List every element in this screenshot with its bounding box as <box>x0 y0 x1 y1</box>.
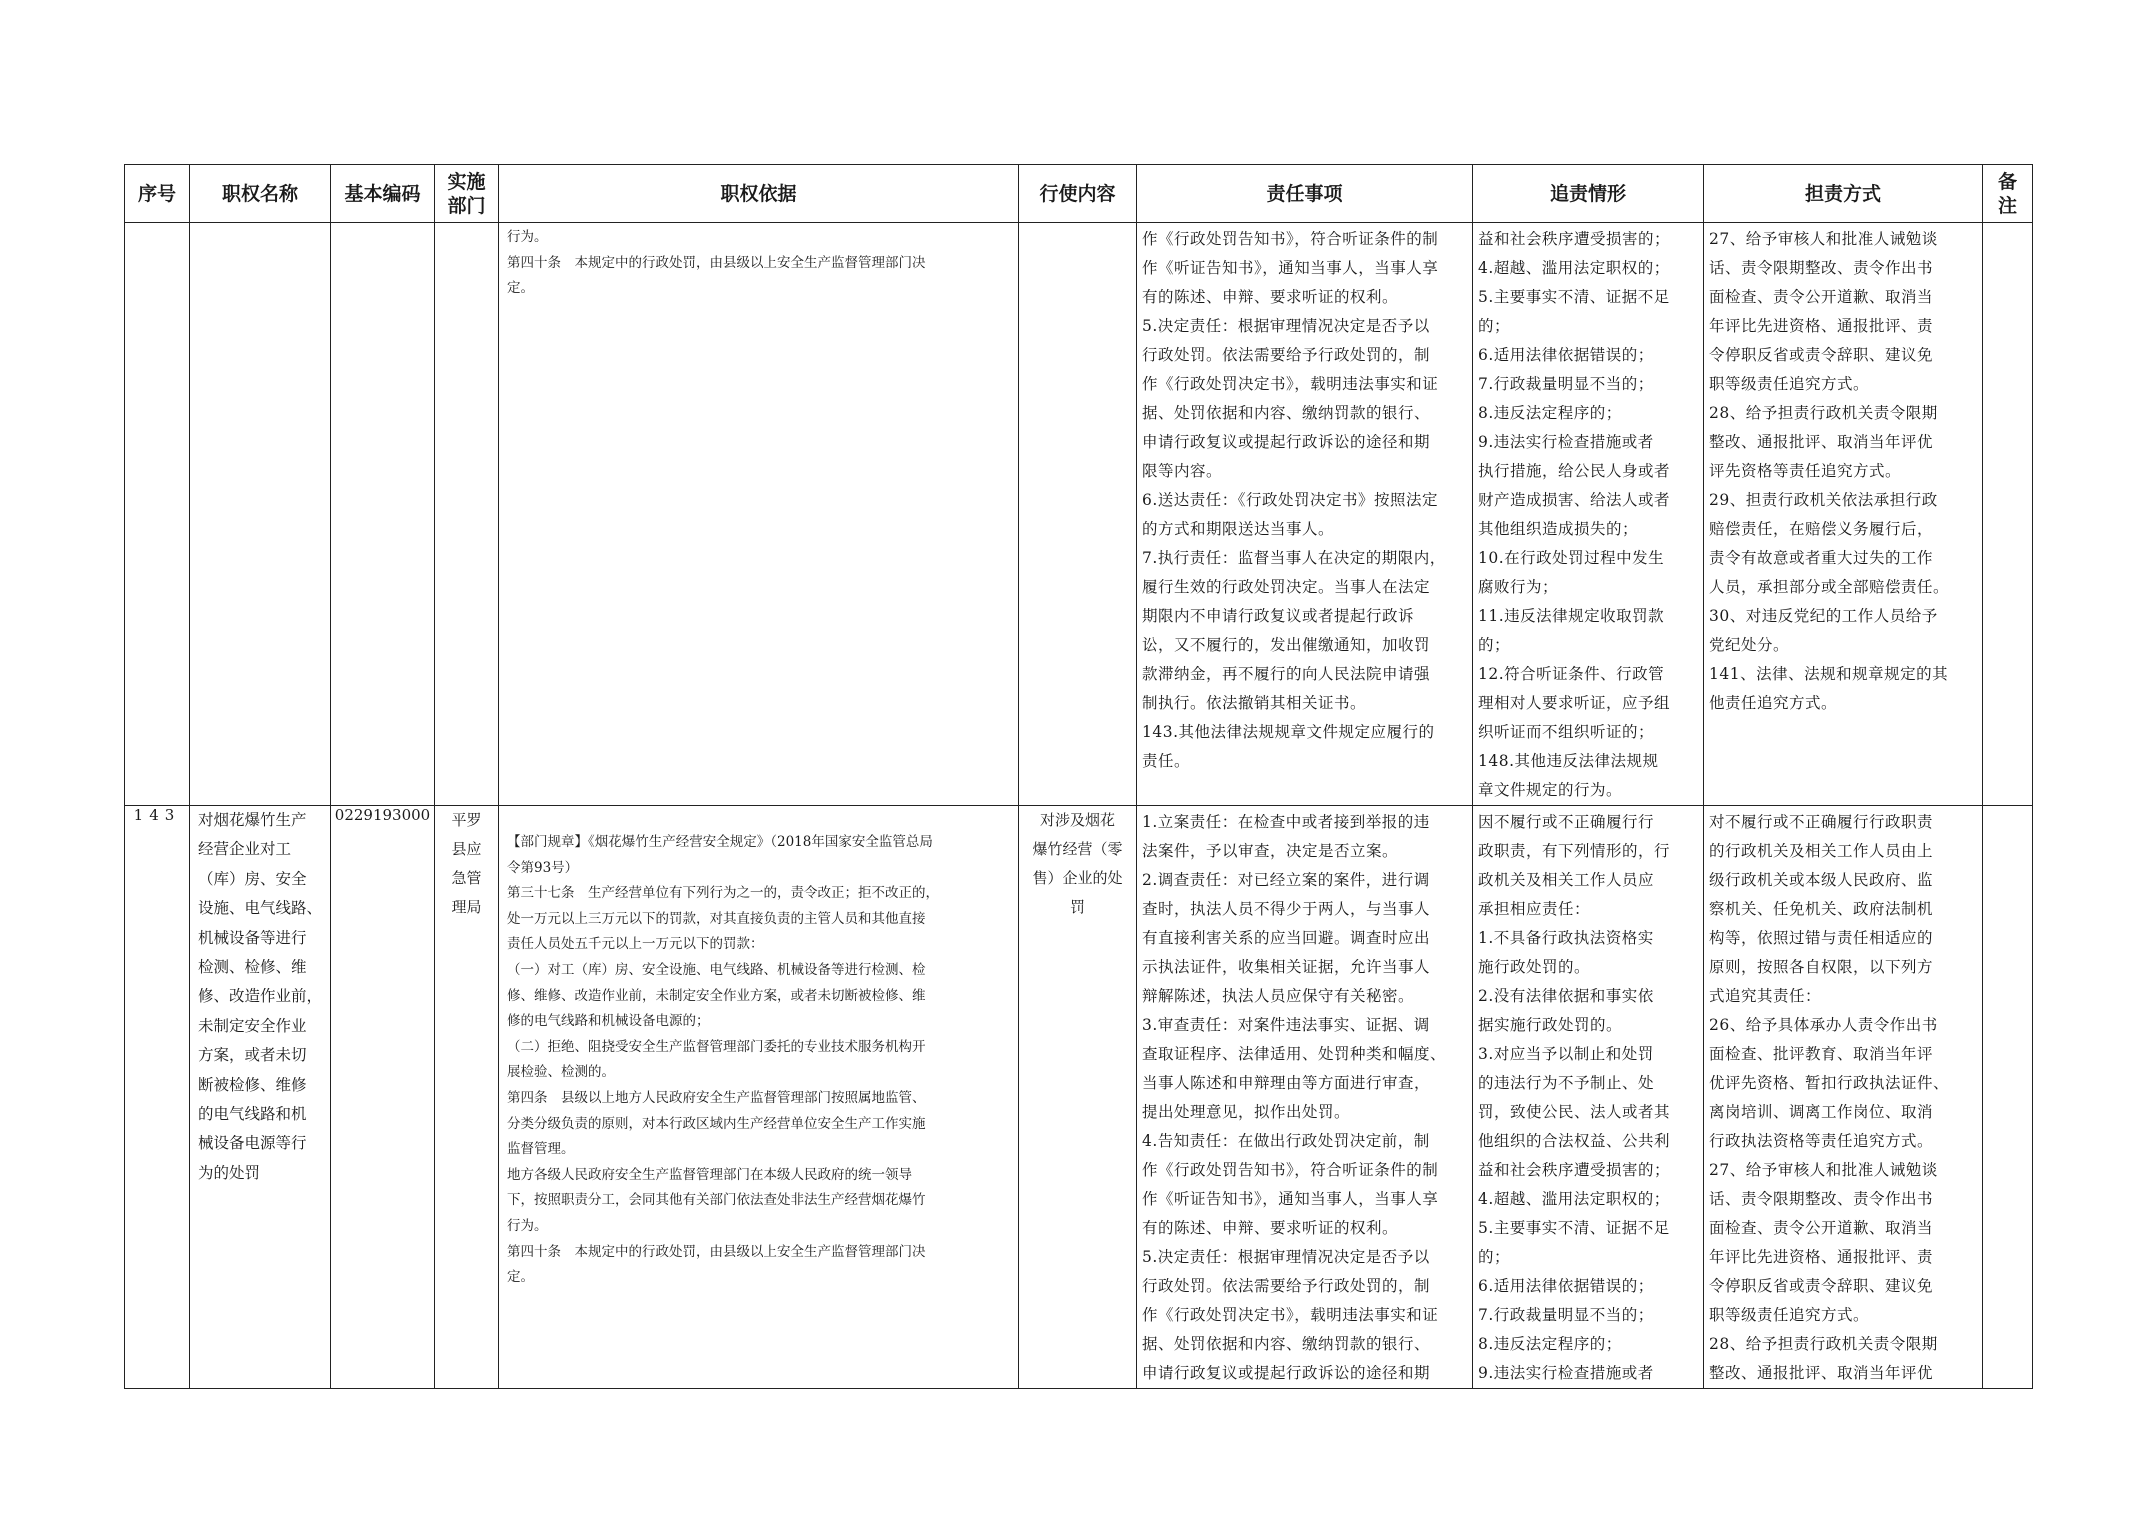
text-line: 人员，承担部分或全部赔偿责任。 <box>1709 578 1950 596</box>
text-line: 的方式和期限送达当事人。 <box>1142 520 1335 538</box>
text-line: 整改、通报批评、取消当年评优 <box>1709 433 1934 451</box>
text-line: 面检查、责令公开道歉、取消当 <box>1709 288 1934 306</box>
text-line: 腐败行为； <box>1478 578 1559 596</box>
text-line: 4.告知责任：在做出行政处罚决定前，制 <box>1142 1132 1430 1150</box>
text-line: 财产造成损害、给法人或者 <box>1478 491 1671 509</box>
text-line: 款滞纳金，再不履行的向人民法院申请强 <box>1142 665 1431 683</box>
text-line: 令停职反省或责令辞职、建议免 <box>1709 346 1934 364</box>
text-line: 5.主要事实不清、证据不足 <box>1478 288 1670 306</box>
text-line: 4.超越、滥用法定职权的； <box>1478 1190 1670 1208</box>
row1-duty-text <box>1137 223 1472 776</box>
text-line: 理局 <box>451 898 482 916</box>
text-line: 令第93号） <box>507 859 579 876</box>
text-line: 面检查、责令公开道歉、取消当 <box>1709 1219 1934 1237</box>
row1-responsibility-text <box>1704 223 1982 718</box>
text-line: 离岗培训、调离工作岗位、取消 <box>1709 1103 1934 1121</box>
text-line: 1.不具备行政执法资格实 <box>1478 929 1654 947</box>
text-line: 构等，依照过错与责任相适应的 <box>1709 929 1934 947</box>
text-line: 对不履行或不正确履行行政职责 <box>1709 813 1934 831</box>
table-row <box>125 806 2033 1389</box>
row1-responsibility-cell <box>1704 223 1983 806</box>
row1-accountability-cell <box>1473 223 1704 806</box>
row2-accountability-text <box>1473 806 1703 1388</box>
header-row <box>125 165 2033 223</box>
row1-basis-cell <box>499 223 1019 806</box>
text-line: 执行措施，给公民人身或者 <box>1478 462 1671 480</box>
text-line: 3.对应当予以制止和处罚 <box>1478 1045 1654 1063</box>
text-line: 申请行政复议或提起行政诉讼的途径和期 <box>1142 433 1431 451</box>
text-line: 第四十条 本规定中的行政处罚，由县级以上安全生产监督管理部门决 <box>507 254 926 271</box>
text-line: 式追究其责任： <box>1709 987 1822 1005</box>
text-line: 6.适用法律依据错误的； <box>1478 346 1654 364</box>
text-line: 第三十七条 生产经营单位有下列行为之一的，责令改正；拒不改正的， <box>507 885 939 902</box>
row2-dept-text <box>435 806 498 922</box>
text-line: 定。 <box>507 280 534 297</box>
row1-basis-text <box>499 223 1018 302</box>
text-line: 12.符合听证条件、行政管 <box>1478 665 1665 683</box>
row1-name-cell <box>190 223 331 806</box>
text-line: 其他组织造成损失的； <box>1478 520 1639 538</box>
text-line: 分类分级负责的原则，对本行政区域内生产经营单位安全生产工作实施 <box>507 1115 926 1132</box>
row1-duty-cell <box>1137 223 1473 806</box>
text-line: 察机关、任免机关、政府法制机 <box>1709 900 1934 918</box>
text-line: 的行政机关及相关工作人员由上 <box>1709 842 1934 860</box>
text-line: 施行政处罚的。 <box>1478 958 1591 976</box>
header-dept <box>435 165 499 223</box>
text-line: 展检验、检测的。 <box>507 1064 615 1081</box>
row2-name-cell <box>190 806 331 1389</box>
text-line: 评先资格等责任追究方式。 <box>1709 462 1902 480</box>
text-line: 5.主要事实不清、证据不足 <box>1478 1219 1670 1237</box>
text-line: 3.审查责任：对案件违法事实、证据、调 <box>1142 1016 1430 1034</box>
text-line: 整改、通报批评、取消当年评优 <box>1709 1364 1934 1382</box>
text-line: 定。 <box>507 1269 534 1286</box>
text-line: 8.违反法定程序的； <box>1478 1335 1622 1353</box>
row2-code-cell: 0229193000 <box>331 806 435 1389</box>
text-line: 原则，按照各自权限，以下列方 <box>1709 958 1934 976</box>
row2-duty-text <box>1137 806 1472 1388</box>
header-accountability: 追责情形 <box>1473 165 1704 223</box>
row1-seq-cell <box>125 223 190 806</box>
text-line: 令停职反省或责令辞职、建议免 <box>1709 1277 1934 1295</box>
text-line: 未制定安全作业 <box>198 1016 307 1035</box>
row2-dept-cell <box>435 806 499 1389</box>
text-line: 地方各级人民政府安全生产监督管理部门在本级人民政府的统一领导 <box>507 1166 912 1183</box>
text-line: 行政处罚。依法需要给予行政处罚的，制 <box>1142 346 1431 364</box>
text-line: 【部门规章】《烟花爆竹生产经营安全规定》（2018年国家安全监管总局 <box>507 834 933 850</box>
text-line: 政机关及相关工作人员应 <box>1478 871 1655 889</box>
text-line: 赔偿责任，在赔偿义务履行后， <box>1709 520 1934 538</box>
text-line: 方案，或者未切 <box>198 1046 307 1065</box>
row2-remark-cell <box>1983 806 2033 1389</box>
text-line: 30、对违反党纪的工作人员给予 <box>1709 607 1938 625</box>
row2-content-text <box>1019 806 1136 922</box>
text-line: 织听证而不组织听证的； <box>1478 723 1655 741</box>
text-line: 9.违法实行检查措施或者 <box>1478 433 1654 451</box>
text-line: 售）企业的处 <box>1032 869 1123 887</box>
text-line: 行政处罚。依法需要给予行政处罚的，制 <box>1142 1277 1431 1295</box>
text-line: 责任。 <box>1142 752 1191 770</box>
text-line: 的违法行为不予制止、处 <box>1478 1074 1655 1092</box>
text-line: 7.执行责任：监督当事人在决定的期限内， <box>1142 549 1446 567</box>
text-line: 4.超越、滥用法定职权的； <box>1478 259 1670 277</box>
text-line: 作《听证告知书》，通知当事人，当事人享 <box>1142 1190 1439 1208</box>
text-line: 辩解陈述，执法人员应保守有关秘密。 <box>1142 987 1415 1005</box>
text-line: 械设备电源等行 <box>198 1134 307 1153</box>
header-seq: 序号 <box>125 165 190 223</box>
text-line: 有的陈述、申辩、要求听证的权利。 <box>1142 288 1399 306</box>
text-line: 为的处罚 <box>198 1163 261 1182</box>
text-line: 面检查、批评教育、取消当年评 <box>1709 1045 1934 1063</box>
row2-basis-text <box>499 806 1018 1291</box>
text-line: 职等级责任追究方式。 <box>1709 1306 1870 1324</box>
row1-dept-cell <box>435 223 499 806</box>
authority-table <box>124 164 2033 1389</box>
text-line: 的电气线路和机 <box>198 1105 307 1124</box>
text-line: 第四条 县级以上地方人民政府安全生产监督管理部门按照属地监管、 <box>507 1089 926 1106</box>
text-line: 机械设备等进行 <box>198 928 307 947</box>
text-line: 级行政机关或本级人民政府、监 <box>1709 871 1934 889</box>
text-line: 行为。 <box>507 229 548 245</box>
text-line: 履行生效的行政处罚决定。当事人在法定 <box>1142 578 1431 596</box>
text-line: 8.违反法定程序的； <box>1478 404 1622 422</box>
text-line: 检测、检修、维 <box>198 958 307 977</box>
text-line: 作《行政处罚告知书》，符合听证条件的制 <box>1142 230 1439 248</box>
row2-responsibility-text <box>1704 806 1982 1388</box>
row2-basis-cell <box>499 806 1019 1389</box>
row2-seq-cell: 143 <box>125 806 190 1389</box>
text-line: 政职责，有下列情形的，行 <box>1478 842 1671 860</box>
text-line: 平罗 <box>451 811 482 829</box>
text-line: 限等内容。 <box>1142 462 1223 480</box>
text-line: 5.决定责任：根据审理情况决定是否予以 <box>1142 1248 1430 1266</box>
text-line: 7.行政裁量明显不当的； <box>1478 375 1654 393</box>
row1-code-cell <box>331 223 435 806</box>
text-line: 6.适用法律依据错误的； <box>1478 1277 1654 1295</box>
table-row <box>125 223 2033 806</box>
text-line: 监督管理。 <box>507 1141 575 1158</box>
text-line: 当事人陈述和申辩理由等方面进行审查， <box>1142 1074 1431 1092</box>
text-line: 查取证程序、法律适用、处罚种类和幅度、 <box>1142 1045 1447 1063</box>
text-line: 经营企业对工 <box>198 840 292 859</box>
text-line: 行为。 <box>507 1217 548 1234</box>
text-line: 2.没有法律依据和事实依 <box>1478 987 1654 1005</box>
text-line: （二）拒绝、阻挠受安全生产监督管理部门委托的专业技术服务机构开 <box>507 1038 926 1055</box>
text-line: 作《行政处罚决定书》，载明违法事实和证 <box>1142 1306 1439 1324</box>
text-line: 他责任追究方式。 <box>1709 694 1838 712</box>
text-line: 行政执法资格等责任追究方式。 <box>1709 1132 1934 1150</box>
text-line: 的； <box>1478 1248 1511 1266</box>
header-code: 基本编码 <box>331 165 435 223</box>
text-line: 年评比先进资格、通报批评、责 <box>1709 1248 1934 1266</box>
text-line: 县应 <box>451 840 482 858</box>
text-line: 的； <box>1478 636 1511 654</box>
text-line: 急管 <box>451 869 482 887</box>
header-basis: 职权依据 <box>499 165 1019 223</box>
header-remark-line2: 注 <box>1997 194 2017 217</box>
row2-responsibility-cell <box>1704 806 1983 1389</box>
text-line: 责任人员处五千元以上一万元以下的罚款： <box>507 936 764 953</box>
row1-content-cell <box>1019 223 1137 806</box>
text-line: 27、给予审核人和批准人诫勉谈 <box>1709 1161 1938 1179</box>
text-line: 因不履行或不正确履行行 <box>1478 813 1655 831</box>
text-line: 优评先资格、暂扣行政执法证件、 <box>1709 1074 1950 1092</box>
text-line: 26、给予具体承办人责令作出书 <box>1709 1016 1938 1034</box>
text-line: 作《行政处罚告知书》，符合听证条件的制 <box>1142 1161 1439 1179</box>
text-line: 141、法律、法规和规章规定的其 <box>1709 665 1949 683</box>
text-line: 修、改造作业前， <box>198 987 323 1006</box>
text-line: 对涉及烟花 <box>1039 811 1115 829</box>
text-line: 据实施行政处罚的。 <box>1478 1016 1623 1034</box>
text-line: 示执法证件，收集相关证据，允许当事人 <box>1142 958 1431 976</box>
text-line: 2.调查责任：对已经立案的案件，进行调 <box>1142 871 1430 889</box>
header-content: 行使内容 <box>1019 165 1137 223</box>
text-line: 承担相应责任： <box>1478 900 1591 918</box>
row1-remark-cell <box>1983 223 2033 806</box>
row2-name-text <box>190 806 330 1188</box>
text-line: 下，按照职责分工，会同其他有关部门依法查处非法生产经营烟花爆竹 <box>507 1192 926 1209</box>
header-dept-line2: 部门 <box>447 194 486 217</box>
text-line: 有直接利害关系的应当回避。调查时应出 <box>1142 929 1431 947</box>
text-line: 6.送达责任：《行政处罚决定书》按照法定 <box>1142 491 1439 509</box>
header-responsibility: 担责方式 <box>1704 165 1983 223</box>
text-line: （一）对工（库）房、安全设施、电气线路、机械设备等进行检测、检 <box>507 961 926 978</box>
text-line: 断被检修、维修 <box>198 1075 307 1094</box>
text-line: 党纪处分。 <box>1709 636 1790 654</box>
text-line: 第四十条 本规定中的行政处罚，由县级以上安全生产监督管理部门决 <box>507 1243 926 1260</box>
text-line: 章文件规定的行为。 <box>1478 781 1623 799</box>
text-line: 28、给予担责行政机关责令限期 <box>1709 404 1938 422</box>
text-line: 设施、电气线路、 <box>198 899 323 918</box>
row2-accountability-cell <box>1473 806 1704 1389</box>
text-line: 27、给予审核人和批准人诫勉谈 <box>1709 230 1938 248</box>
text-line: 查时，执法人员不得少于两人，与当事人 <box>1142 900 1431 918</box>
text-line: 理相对人要求听证，应予组 <box>1478 694 1671 712</box>
text-line: 申请行政复议或提起行政诉讼的途径和期 <box>1142 1364 1431 1382</box>
text-line: 9.违法实行检查措施或者 <box>1478 1364 1654 1382</box>
row2-duty-cell <box>1137 806 1473 1389</box>
text-line: 期限内不申请行政复议或者提起行政诉 <box>1142 607 1415 625</box>
text-line: 143.其他法律法规规章文件规定应履行的 <box>1142 723 1435 741</box>
text-line: 148.其他违反法律法规规 <box>1478 752 1659 770</box>
text-line: 据、处罚依据和内容、缴纳罚款的银行、 <box>1142 1335 1431 1353</box>
text-line: 有的陈述、申辩、要求听证的权利。 <box>1142 1219 1399 1237</box>
text-line: （库）房、安全 <box>198 869 307 888</box>
text-line: 爆竹经营（零 <box>1032 840 1123 858</box>
text-line: 制执行。依法撤销其相关证书。 <box>1142 694 1367 712</box>
text-line: 提出处理意见，拟作出处罚。 <box>1142 1103 1351 1121</box>
text-line: 益和社会秩序遭受损害的； <box>1478 230 1671 248</box>
text-line: 讼，又不履行的，发出催缴通知，加收罚 <box>1142 636 1431 654</box>
text-line: 28、给予担责行政机关责令限期 <box>1709 1335 1938 1353</box>
text-line: 对烟花爆竹生产 <box>198 811 307 829</box>
text-line: 责令有故意或者重大过失的工作 <box>1709 549 1934 567</box>
row2-content-cell <box>1019 806 1137 1389</box>
text-line: 1.立案责任：在检查中或者接到举报的违 <box>1142 813 1430 831</box>
header-remark-line1: 备 <box>1997 170 2017 193</box>
header-duty: 责任事项 <box>1137 165 1473 223</box>
text-line: 10.在行政处罚过程中发生 <box>1478 549 1665 567</box>
text-line: 7.行政裁量明显不当的； <box>1478 1306 1654 1324</box>
text-line: 11.违反法律规定收取罚款 <box>1478 607 1665 625</box>
text-line: 职等级责任追究方式。 <box>1709 375 1870 393</box>
text-line: 修的电气线路和机械设备电源的； <box>507 1013 710 1030</box>
header-name: 职权名称 <box>190 165 331 223</box>
text-line: 益和社会秩序遭受损害的； <box>1478 1161 1671 1179</box>
text-line: 29、担责行政机关依法承担行政 <box>1709 491 1938 509</box>
header-remark <box>1983 165 2033 223</box>
text-line: 罚 <box>1069 898 1085 916</box>
text-line: 据、处罚依据和内容、缴纳罚款的银行、 <box>1142 404 1431 422</box>
text-line: 作《听证告知书》，通知当事人，当事人享 <box>1142 259 1439 277</box>
text-line: 话、责令限期整改、责令作出书 <box>1709 259 1934 277</box>
text-line: 法案件，予以审查，决定是否立案。 <box>1142 842 1399 860</box>
text-line: 的； <box>1478 317 1511 335</box>
text-line: 处一万元以上三万元以下的罚款，对其直接负责的主管人员和其他直接 <box>507 910 926 927</box>
text-line: 他组织的合法权益、公共利 <box>1478 1132 1671 1150</box>
text-line: 5.决定责任：根据审理情况决定是否予以 <box>1142 317 1430 335</box>
text-line: 修、维修、改造作业前，未制定安全作业方案，或者未切断被检修、维 <box>507 987 926 1004</box>
text-line: 罚，致使公民、法人或者其 <box>1478 1103 1671 1121</box>
text-line: 作《行政处罚决定书》，载明违法事实和证 <box>1142 375 1439 393</box>
text-line: 年评比先进资格、通报批评、责 <box>1709 317 1934 335</box>
row1-accountability-text <box>1473 223 1703 805</box>
header-dept-line1: 实施 <box>447 170 486 193</box>
text-line: 话、责令限期整改、责令作出书 <box>1709 1190 1934 1208</box>
